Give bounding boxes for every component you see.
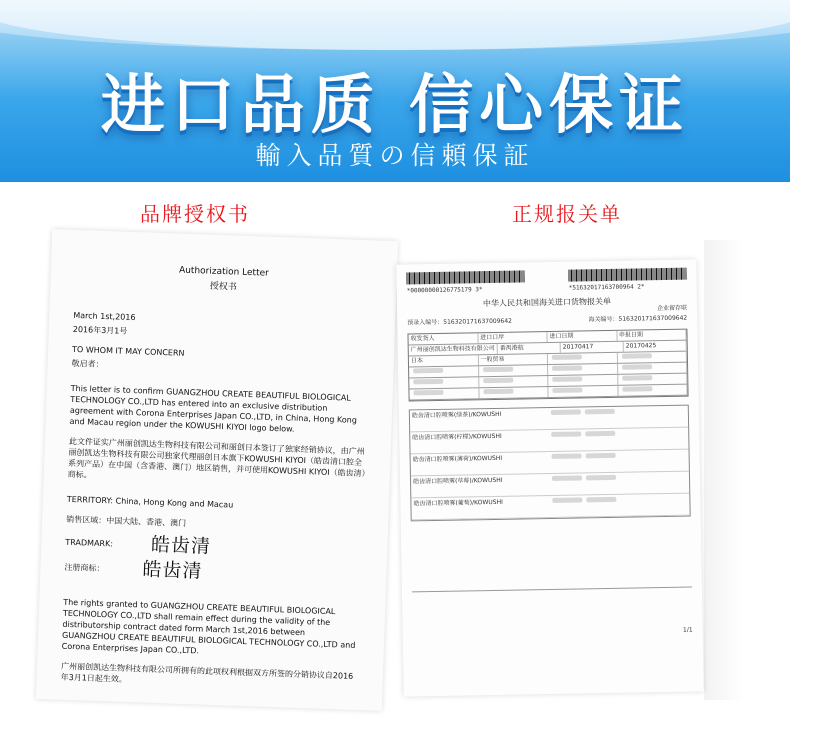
value-declare-date: 20170425: [624, 341, 687, 352]
hero-title: 进口品质 信心保证: [100, 69, 690, 143]
field-port: 进口口岸: [478, 332, 548, 343]
authorization-letter: [36, 229, 398, 711]
letter-salutation: TO WHOM IT MAY CONCERN: [71, 344, 185, 358]
customs-title: 中华人民共和国海关进口货物报关单: [482, 296, 612, 309]
barcode-row: [406, 268, 686, 296]
goods-item-name: 皓齿清口腔喷雾(薄荷)/KOWUSHI: [412, 454, 503, 464]
letter-paragraph-2: The rights granted to GUANGZHOU CREATE BEAUTIFUL BIOLOGICAL TECHNOLOGY CO.,LTD shall remain effect during the validity of the distributorship contract dated form March 1st,2016 between GUANGZHOU CREATE BEAUTIFUL BIOLOGICAL TECHNOLOGY CO.,LTD and Corona Enterprises Japan CO.,LTD.: [61, 597, 356, 656]
customs-copy: 企业留存联: [656, 304, 688, 313]
declared-number: 预录入编号：516320171637009642: [407, 317, 513, 327]
trademark-row: [65, 533, 363, 558]
barcode-left-bars: [406, 270, 524, 284]
value-port: 番禺港航: [498, 343, 561, 354]
goods-item-name: 皓齿清口腔喷雾(草莓)/KOWUSHI: [412, 476, 503, 486]
value-import-date: 20170417: [561, 342, 624, 353]
letter-date-cn: 2016年3月1号: [72, 324, 128, 336]
field-consignee: 收发货人: [408, 333, 478, 344]
customs-footer: [412, 587, 693, 632]
letter-territory: TERRITORY: China, Hong Kong and Macau: [66, 494, 234, 510]
field-import-date: 进口日期: [547, 331, 617, 342]
barcode-right: [568, 268, 686, 293]
label-authorization: 品牌授权书: [140, 202, 250, 226]
letter-paragraph-2-cn: 广州丽创凯达生物科技有限公司所拥有的此项权利根据双方所签的分销协议自2016年3月1日起生效。: [60, 661, 354, 684]
customs-declaration: [396, 259, 703, 696]
goods-item-name: 皓齿清口腔喷雾(绿茶)/KOWUSHI: [411, 410, 502, 420]
barcode-left-number: *00000000126775179 3*: [406, 286, 483, 295]
letter-title-cn: 授权书: [209, 281, 238, 293]
customs-grid: [407, 329, 688, 402]
letter-title-en: Authorization Letter: [178, 265, 269, 279]
customs-number: 海关编号：516320171637009642: [588, 314, 688, 324]
brand-logo-2: 皓齿清: [142, 558, 203, 583]
value-origin: 日本: [409, 355, 479, 366]
value-trade-mode: 一般贸易: [478, 354, 548, 365]
brand-logo: 皓齿清: [150, 533, 212, 558]
letter-salutation-cn: 敬启者：: [71, 358, 104, 369]
barcode-right-number: *51632017163700964 2*: [568, 283, 645, 292]
hero-wave-2: [0, 0, 830, 50]
trademark-cn-label: 注册商标：: [64, 562, 105, 574]
value-consignee: 广州丽创凯达生物科技有限公司: [409, 344, 498, 356]
goods-items: [409, 405, 691, 522]
page-shadow: [704, 240, 744, 700]
goods-item-name: 皓齿清口腔喷雾(葡萄)/KOWUSHI: [413, 498, 503, 508]
trademark-cn-row: [64, 558, 362, 583]
goods-item-name: 皓齿清口腔喷雾(柠檬)/KOWUSHI: [412, 432, 502, 442]
letter-territory-cn: 销售区域：中国大陆、香港、澳门: [66, 514, 187, 528]
letter-paragraph-1-cn: 此文件证实广州丽创凯达生物科技有限公司和丽创日本签订了独家经销协议，由广州丽创凯达生物科技有限公司独家代理丽创日本旗下KOWUSHI KIYOI（皓齿清口腔全系列产品）在中国（含香港、澳门）地区销售，并可使用KOWUSHI KIYOI（皓齿清）商标。: [67, 436, 366, 480]
goods-item: [411, 494, 689, 521]
field-declare-date: 申报日期: [617, 330, 687, 341]
label-customs: 正规报关单: [512, 202, 622, 226]
hero-subtitle: 輸入品質の信頼保証: [255, 141, 535, 170]
page-number: 1/1: [682, 626, 693, 634]
barcode-right-bars: [568, 268, 686, 282]
letter-paragraph-1: This letter is to confirm GUANGZHOU CREATE BEAUTIFUL BIOLOGICAL TECHNOLOGY CO.,LTD has entered into an exclusive distribution agreement with Corona Enterprises Japan CO.,LTD, in China, Hong Kong and Macau region under the KOWUSHI KIYOI logo below.: [69, 383, 358, 434]
letter-date-en: March 1st,2016: [73, 310, 136, 323]
trademark-label: TRADMARK:: [65, 537, 114, 549]
hero-banner: [0, 0, 790, 182]
barcode-left: [406, 270, 524, 295]
